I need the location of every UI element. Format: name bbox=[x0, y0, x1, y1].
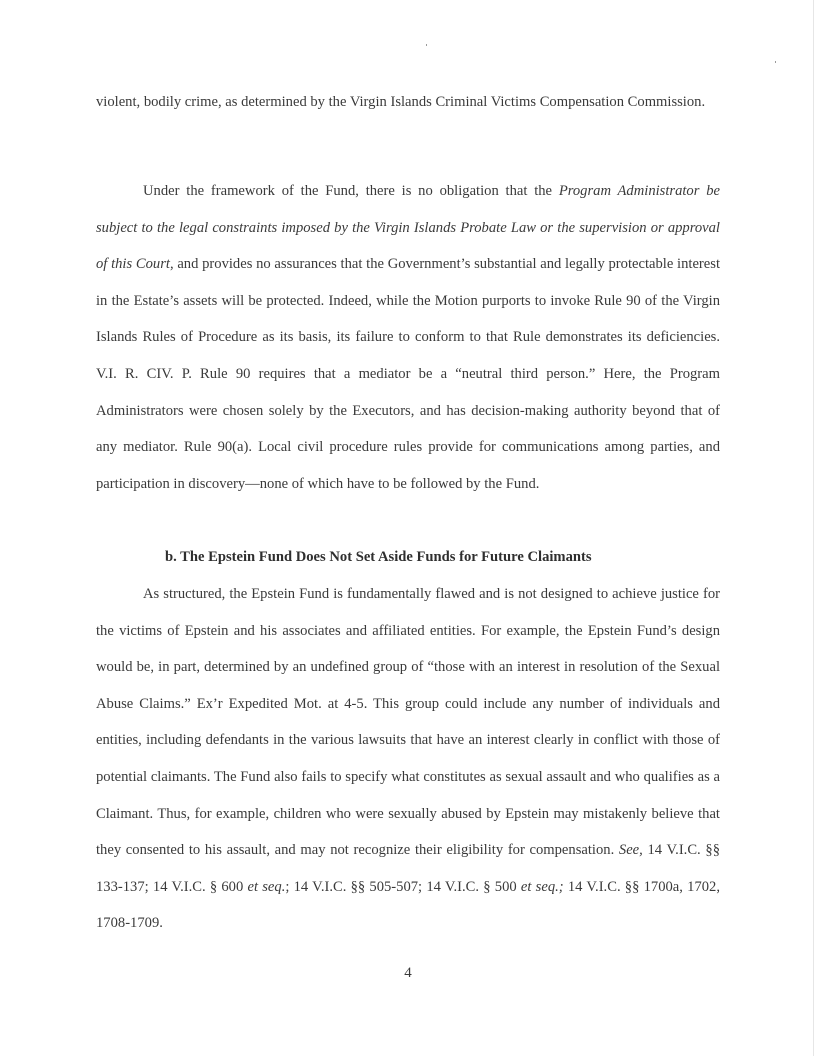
citation-text-1: 14 V.I.C. §§ 133-137; 14 V.I.C. § 600 bbox=[96, 842, 720, 895]
paragraph-1-text: violent, bodily crime, as determined by the Virgin Islands Criminal Victims Compensation Commission. bbox=[96, 94, 706, 110]
section-heading: b. The Epstein Fund Does Not Set Aside Funds for Future Claimants bbox=[165, 549, 592, 565]
citation-see: See, bbox=[618, 842, 643, 859]
page-edge-shadow bbox=[813, 0, 814, 1056]
paragraph-fund-structure bbox=[96, 576, 720, 942]
paragraph-fund-framework bbox=[96, 173, 720, 502]
scan-speck bbox=[426, 44, 427, 46]
paragraph-3-text: As structured, the Epstein Fund is fundamentally flawed and is not designed to achieve justice for the victims of Epstein and his associates and affiliated entities. For example, the Epstein Fund’s design would be, in part, determined by an undefined group of “those with an interest in resolution of the Sexual Abuse Claims.” Ex’r Expedited Mot. at 4-5. This group could include any number of individuals and entities, including defendants in the various lawsuits that have an interest clearly in conflict with those of potential claimants. The Fund also fails to specify what constitutes as sexual assault and who qualifies as a Claimant. Thus, for example, children who were sexually abused by Epstein may mistakenly believe that they consented to his assault, and may not recognize their eligibility for compensation. bbox=[96, 586, 720, 859]
scan-speck bbox=[775, 61, 776, 63]
citation-et-seq-2: et seq.; bbox=[520, 878, 564, 895]
paragraph-continuation bbox=[96, 84, 720, 121]
paragraph-2-text-a: Under the framework of the Fund, there is no obligation that the bbox=[143, 183, 559, 199]
paragraph-2-text-b: , and provides no assurances that the Government’s substantial and legally protectable interest in the Estate’s assets will be protected. Indeed, while the Motion purports to invoke Rule 90 of the Virgin Islands Rules of Procedure as its basis, its failure to conform to that Rule demonstrates its deficiencies. V.I. R. CIV. P. Rule 90 requires that a mediator be a “neutral third person.” Here, the Program Administrators were chosen solely by the Executors, and has decision-making authority beyond that of any mediator. Rule 90(a). Local civil procedure rules provide for communications among parties, and participation in discovery—none of which have to be followed by the Fund. bbox=[96, 256, 720, 492]
citation-et-seq-1: et seq. bbox=[247, 878, 286, 895]
page-number: 4 bbox=[404, 965, 412, 981]
citation-text-2: ; 14 V.I.C. §§ 505-507; 14 V.I.C. § 500 bbox=[285, 878, 521, 895]
citation-text-3: 14 V.I.C. §§ 1700a, 1702, 1708-1709. bbox=[96, 878, 720, 932]
paragraph-2-italic: Program Administrator be subject to the legal constraints imposed by the Virgin Islands Probate Law or the supervision or approval of this Court bbox=[96, 183, 720, 273]
